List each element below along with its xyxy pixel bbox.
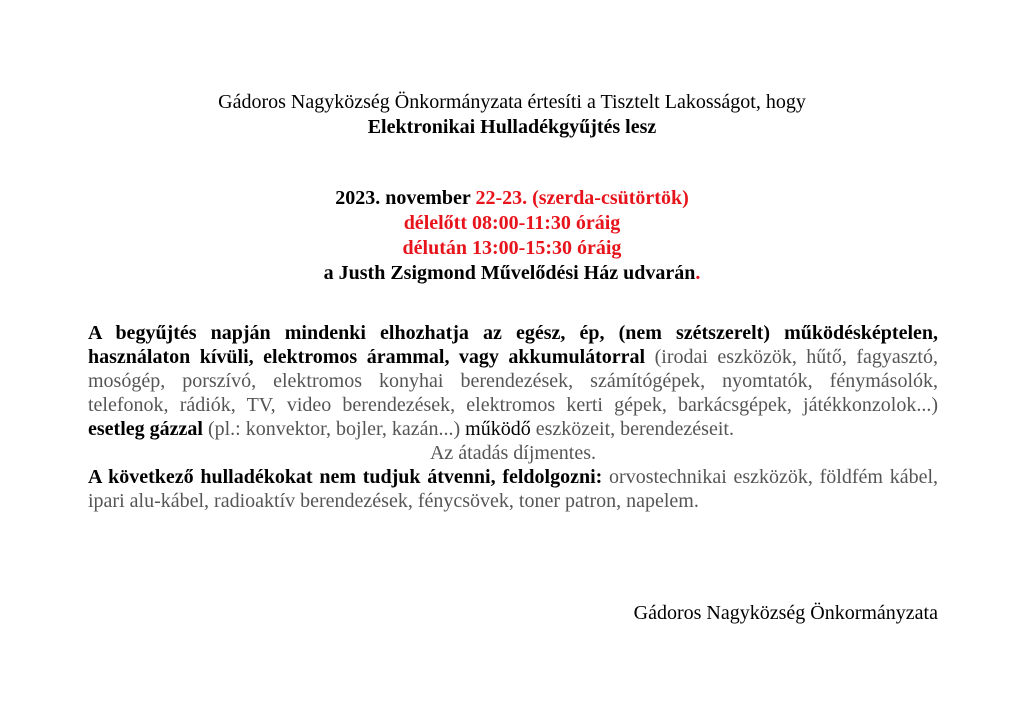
working-word: működő: [465, 418, 531, 440]
gas-examples: (pl.: konvektor, bojler, kazán...): [202, 418, 466, 440]
schedule-block: [0, 186, 1024, 286]
intro-block: [0, 90, 1024, 140]
collection-intro: A begyűjtés napján mindenki elhozhatja az egész, ép, (nem szétszerelt) működésképtelen, használaton kívüli, elektromos árammal, vagy akkumulátorral: [88, 322, 938, 368]
date-days: 22-23. (szerda-csütörtök): [475, 187, 689, 209]
body-block: [88, 321, 938, 513]
exclusion-paragraph: [88, 465, 938, 513]
exclusion-list: orvostechnikai eszközök, földfém kábel, ipari alu-kábel, radioaktív berendezések, fénycsövek, toner patron, napelem.: [88, 466, 938, 512]
notice-title: Elektronikai Hulladékgyűjtés lesz: [367, 116, 657, 138]
location-line: [0, 261, 1024, 286]
date-prefix: 2023. november: [335, 187, 476, 209]
free-notice: Az átadás díjmentes.: [429, 442, 597, 464]
exclusion-intro: A következő hulladékokat nem tudjuk átvenni, feldolgozni:: [88, 466, 603, 488]
collection-paragraph: [88, 321, 938, 441]
working-rest: eszközeit, berendezéseit.: [530, 418, 734, 440]
intro-line: Gádoros Nagyközség Önkormányzata értesíti a Tisztelt Lakosságot, hogy: [218, 91, 806, 113]
collection-examples: (irodai eszközök, hűtő, fagyasztó, mosógép, porszívó, elektromos konyhai berendezések, számítógépek, nyomtatók, fénymásolók, telefonok, rádiók, TV, video berendezések, elektromos kerti gépek, barkácsgépek, játékkonzolok...): [88, 346, 938, 416]
location-period: .: [695, 262, 701, 284]
date-line: [0, 186, 1024, 211]
morning-hours: délelőtt 08:00-11:30 óráig: [403, 212, 621, 234]
location: a Justh Zsigmond Művelődési Ház udvarán: [323, 262, 696, 284]
signature: Gádoros Nagyközség Önkormányzata: [633, 602, 938, 624]
gas-phrase: esetleg gázzal: [88, 418, 203, 440]
afternoon-hours: délután 13:00-15:30 óráig: [402, 237, 622, 259]
